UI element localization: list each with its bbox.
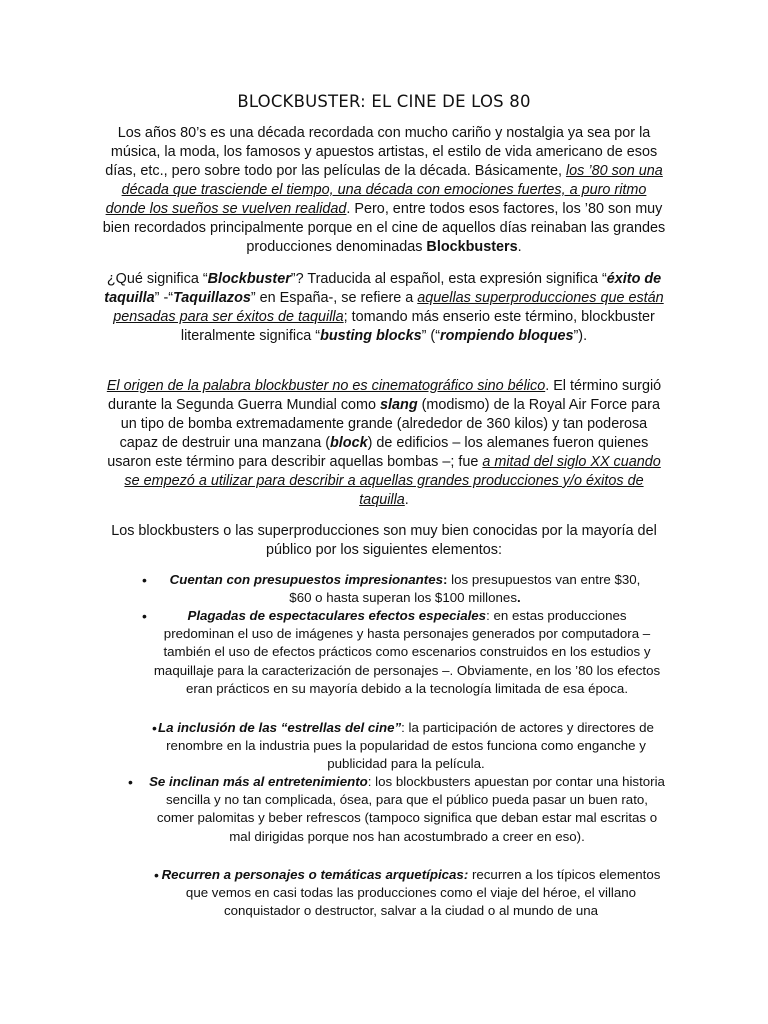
bullet-dot: • [142, 572, 147, 588]
bullet-text: : los blockbusters apuestan por contar una historia sencilla y no tan complicada, ósea, para que el público pueda pasar un buen rato, comer palomitas y beber refrescos (tampoco significa que deban estar mal escritas o mal dirigidas porque nos han acostumbrado a creer en eso). [156, 774, 665, 844]
bullet-bold-text: Se inclinan más al entretenimiento [149, 774, 368, 789]
bullet-bold-text: Cuentan con presupuestos impresionantes [169, 572, 443, 587]
intro-text-3: . [517, 239, 522, 255]
bullet-dot: • [154, 867, 159, 883]
origin-underlined-text-2: a mitad del siglo XX cuando se empezó a utilizar para describir a aquellas grandes producciones y/o éxitos de taquilla [124, 454, 661, 508]
paragraph-meaning [102, 270, 666, 346]
meaning-text-2: ”? Traducida al español, esta expresión significa “ [290, 271, 607, 287]
intro-bold-blockbusters: Blockbusters [426, 239, 518, 255]
bullet-bold-text: La inclusión de las “estrellas del cine” [158, 720, 402, 735]
bullet-separator: : [443, 572, 448, 587]
bullet-bold-text: Plagadas de espectaculares efectos especiales [187, 608, 487, 623]
bullet-end: . [516, 590, 521, 606]
meaning-term-blockbuster: Blockbuster [207, 271, 291, 287]
meaning-text-7: ”). [573, 328, 588, 344]
meaning-term-busting: busting blocks [320, 328, 422, 344]
list-item [142, 571, 650, 607]
bullet-dot: • [128, 774, 133, 790]
paragraph-origin [102, 377, 666, 510]
paragraph-elements-intro: Los blockbusters o las superproducciones son muy bien conocidas por la mayoría del público por los siguientes elementos: [111, 523, 657, 558]
intro-underlined-text: los ’80 son una década que trasciende el tiempo, una década con emociones fuertes, a puro ritmo donde los sueños se vuelven realidad [105, 163, 663, 217]
origin-underlined-text-1: El origen de la palabra blockbuster no es cinematográfico sino bélico [106, 378, 546, 394]
meaning-term-exito: éxito de taquilla [104, 271, 662, 306]
bullet-bold-text: Recurren a personajes o temáticas arquetípicas: [161, 867, 469, 882]
meaning-term-rompiendo: rompiendo bloques [439, 328, 574, 344]
origin-term-slang: slang [380, 397, 418, 413]
intro-text-2: . Pero, entre todos esos factores, los ’80 son muy bien recordados principalmente porque en el cine de aquellos días reinaban las grandes producciones denominadas [102, 201, 666, 255]
bullet-text: los presupuestos van entre $30, $60 o hasta superan los $100 millones [289, 572, 641, 606]
origin-term-block: block [330, 435, 368, 451]
bullet-dot: • [152, 720, 157, 736]
meaning-text-6: ” (“ [421, 328, 440, 344]
origin-text-2: (modismo) de la Royal Air Force para un tipo de bomba extremadamente grande (alrededor de 360 kilos) y tan poderosa capaz de destruir una manzana ( [119, 397, 660, 451]
meaning-text-4: ” en España-, se refiere a [250, 290, 418, 306]
paragraph-intro [102, 124, 666, 257]
intro-text-1: Los años 80’s es una década recordada con mucho cariño y nostalgia ya sea por la música, la moda, los famosos y apuestos artistas, el estilo de vida americano de esos días, etc., pero sobre todo por las películas de la década. Básicamente, [105, 125, 658, 179]
list-item [154, 866, 664, 921]
meaning-text-3: ” -“ [154, 290, 174, 306]
meaning-text-5: ; tomando más enserio este término, blockbuster literalmente significa “ [180, 309, 655, 344]
meaning-text-1: ¿Qué significa “ [106, 271, 208, 287]
bullet-text: : en estas producciones predominan el uso de imágenes y hasta personajes generados por computadora – también el uso de efectos prácticos como escenarios construidos en los estudios y maquillaje para la caracterización de personajes –. Obviamente, en los ’80 los efectos eran prácticos en su mayoría debido a la tecnología limitada de esa época. [153, 608, 661, 696]
list-item [152, 719, 654, 774]
origin-text-1: . El término surgió durante la Segunda Guerra Mundial como [108, 378, 662, 413]
origin-text-4: . [404, 492, 409, 508]
meaning-underlined-text: aquellas superproducciones que están pensadas para ser éxitos de taquilla [113, 290, 664, 325]
page-title: BLOCKBUSTER: EL CINE DE LOS 80 [237, 92, 531, 111]
bullet-text: recurren a los típicos elementos que vemos en casi todas las producciones como el viaje del héroe, el villano conquistador o destructor, salvar a la ciudad o al mundo de una [185, 867, 661, 919]
list-item [128, 773, 666, 846]
meaning-term-taquillazos: Taquillazos [173, 290, 251, 306]
origin-text-3: ) de edificios – los alemanes fueron quienes usaron este término para describir aquellas bombas –; fue [107, 435, 649, 470]
bullet-text: : la participación de actores y directores de renombre en la industria pues la popularidad de estos funciona como enganche y publicidad para la película. [166, 720, 654, 772]
bullet-dot: • [142, 608, 147, 624]
list-item [142, 607, 662, 698]
